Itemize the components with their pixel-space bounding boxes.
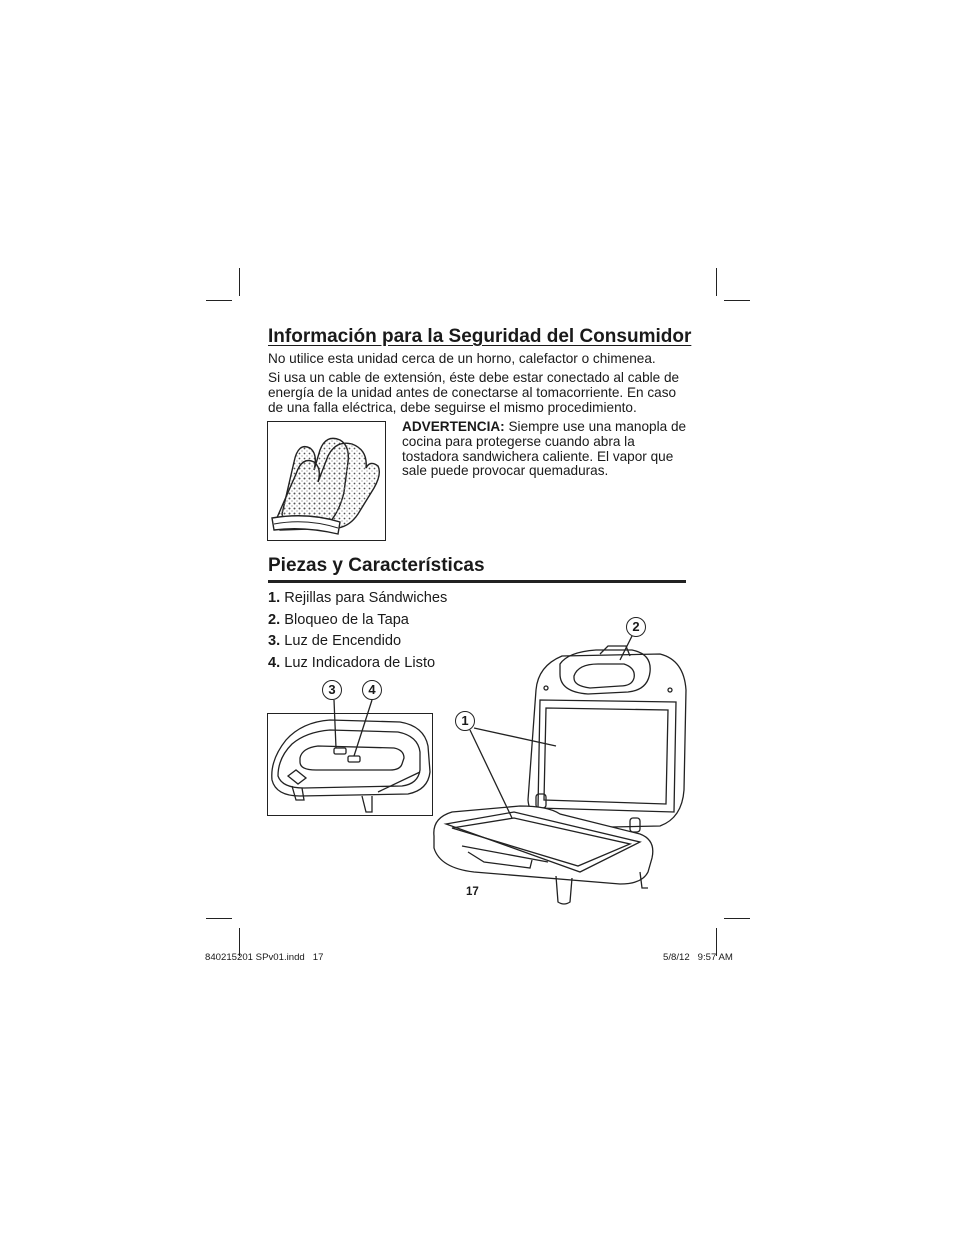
parts-heading: Piezas y Características [268, 555, 485, 576]
item-label: Luz Indicadora de Listo [280, 655, 436, 672]
file-slug: 840215201 SPv01.indd 17 [205, 952, 324, 963]
item-label: Luz de Encendido [280, 633, 402, 650]
safety-paragraph-2: Si usa un cable de extensión, éste debe estar conectado al cable de energía de la unidad antes de conectarse al tomacorriente. En caso de una falla eléctrica, debe seguirse el mismo procedimiento. [268, 370, 680, 415]
item-number: 1. [268, 590, 281, 606]
safety-heading: Información para la Seguridad del Consumidor [268, 326, 692, 347]
safety-paragraph-1: No utilice esta unidad cerca de un horno, calefactor o chimenea. [268, 351, 656, 366]
callout-3: 3 [322, 680, 342, 700]
callout-2: 2 [626, 617, 646, 637]
page-number: 17 [466, 886, 479, 898]
callout-1: 1 [455, 711, 475, 731]
item-label: Bloqueo de la Tapa [280, 611, 409, 628]
item-number: 4. [268, 655, 281, 672]
warning-body: Siempre use una manopla de cocina para protegerse cuando abra la tostadora sandwichera caliente. El vapor que sale puede provocar quemaduras. [402, 419, 687, 479]
item-label: Rejillas para Sándwiches [280, 590, 448, 606]
item-number: 3. [268, 633, 281, 650]
warning-label: ADVERTENCIA: [402, 419, 505, 434]
date-slug: 5/8/12 9:57 AM [663, 952, 733, 963]
item-number: 2. [268, 611, 281, 628]
callout-4: 4 [362, 680, 382, 700]
